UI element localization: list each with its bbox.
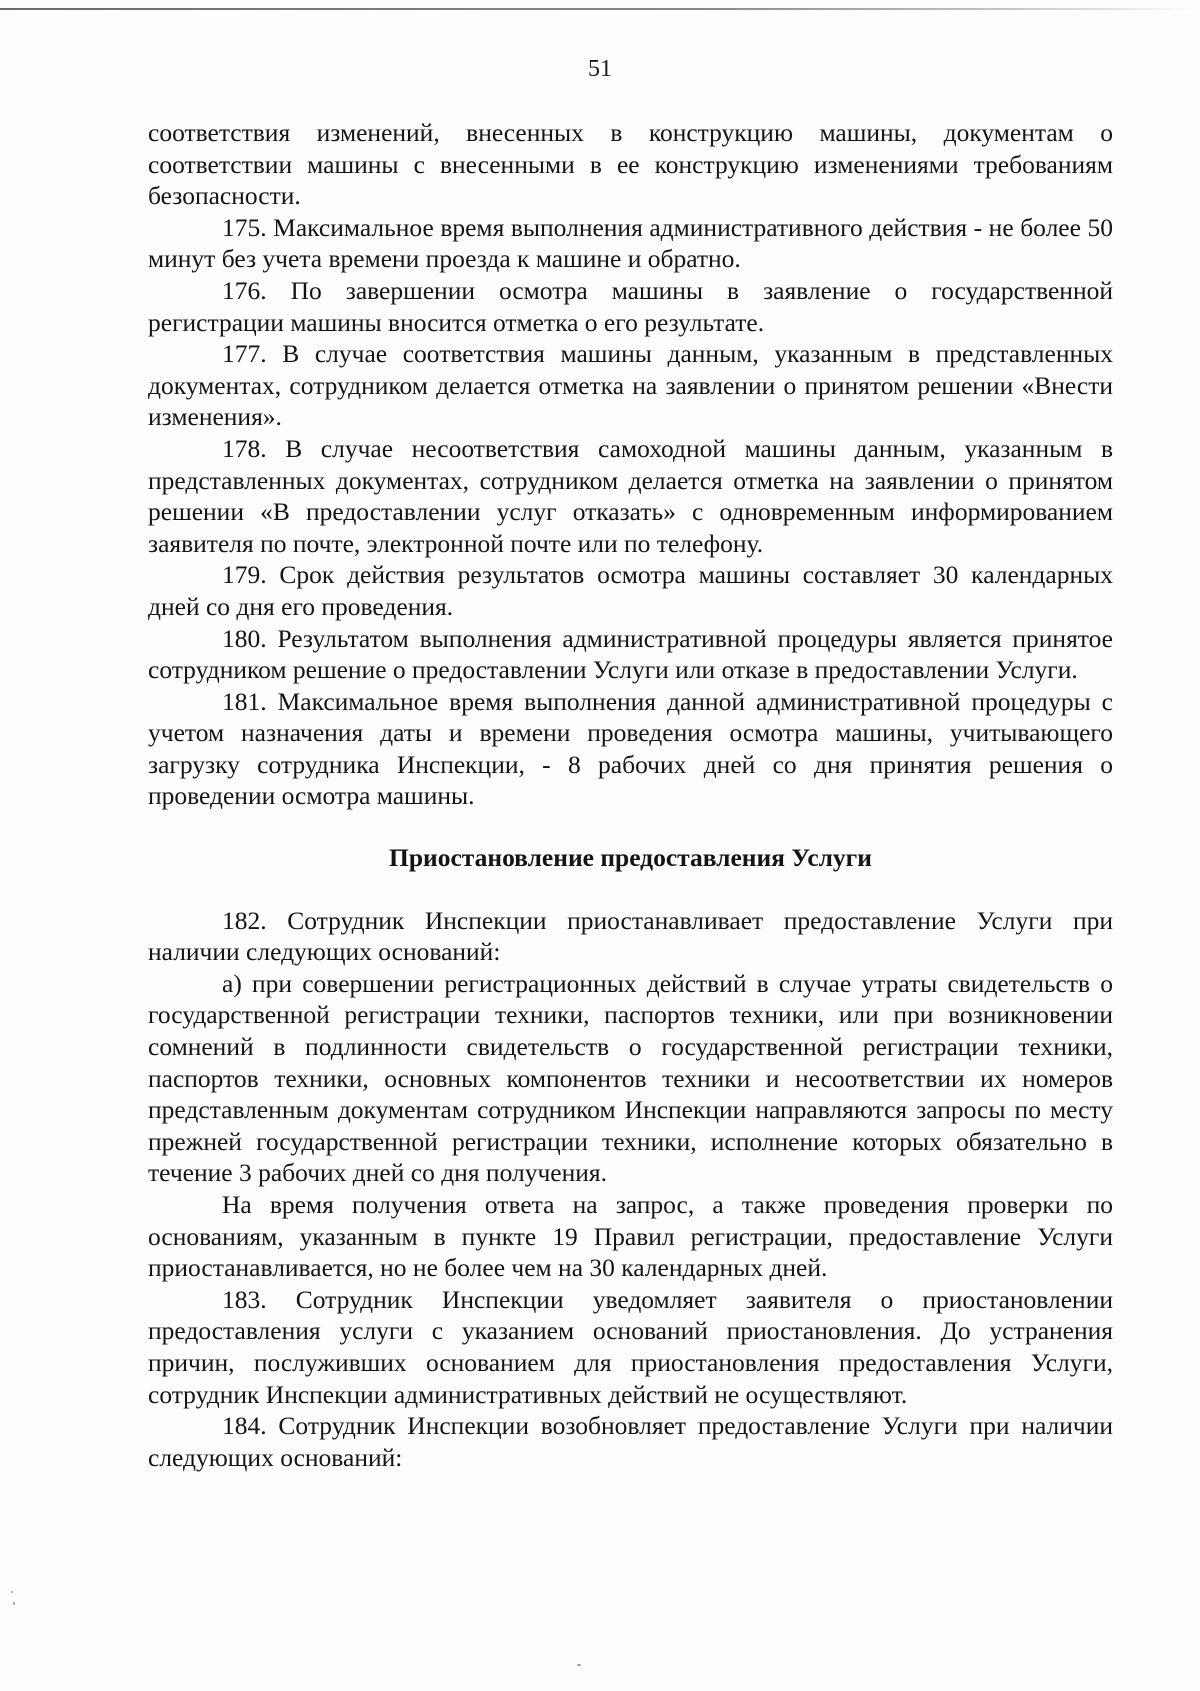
- paragraph-180: 180. Результатом выполнения административной процедуры является принятое сотрудником решение о предоставлении Услуги или отказе в предоставлении Услуги.: [148, 623, 1113, 685]
- paragraph-175: 175. Максимальное время выполнения административного действия - не более 50 минут без учета времени проезда к машине и обратно.: [148, 212, 1113, 274]
- paragraph-179: 179. Срок действия результатов осмотра машины составляет 30 календарных дней со дня его проведения.: [148, 560, 1113, 621]
- scan-speck: [11, 1591, 13, 1593]
- paragraph-176: 176. По завершении осмотра машины в заявление о государственной регистрации машины вносится отметка о его результате.: [148, 275, 1113, 337]
- paragraph-182-suspension-period: На время получения ответа на запрос, а также проведения проверки по основаниям, указанным в пункте 19 Правил регистрации, предоставление Услуги приостанавливается, но не более чем на 30 календарных дней.: [148, 1190, 1113, 1283]
- paragraph-177: 177. В случае соответствия машины данным, указанным в представленных документах, сотрудником делается отметка на заявлении о принятом решении «Внести изменения».: [148, 339, 1113, 432]
- section-heading: Приостановление предоставления Услуги: [389, 843, 872, 873]
- paragraph-182-a: а) при совершении регистрационных действий в случае утраты свидетельств о государственной регистрации техники, паспортов техники, или при возникновении сомнений в подлинности свидетельств о государственной регистрации техники, паспортов техники, основных компонентов техники и несоответствии их номеров представленным документам сотрудником Инспекции направляются запросы по месту прежней государственной регистрации техники, исполнение которых обязательно в течение 3 рабочих дней со дня получения.: [148, 968, 1113, 1188]
- paragraph-181: 181. Максимальное время выполнения данной административной процедуры с учетом назначения даты и времени проведения осмотра машины, учитывающего загрузку сотрудника Инспекции, - 8 рабочих дней со дня принятия решения о проведении осмотра машины.: [148, 686, 1113, 811]
- document-body: [148, 117, 1113, 1473]
- paragraph-182: 182. Сотрудник Инспекции приостанавливает предоставление Услуги при наличии следующих оснований:: [148, 905, 1113, 967]
- scan-speck: [13, 1602, 15, 1605]
- paragraph-178: 178. В случае несоответствия самоходной машины данным, указанным в представленных документах, сотрудником делается отметка на заявлении о принятом решении «В предоставлении услуг отказать» с одновременным информированием заявителя по почте, электронной почте или по телефону.: [148, 433, 1113, 558]
- paragraph-184: 184. Сотрудник Инспекции возобновляет предоставление Услуги при наличии следующих оснований:: [148, 1411, 1113, 1472]
- paragraph-continuation: соответствия изменений, внесенных в конструкцию машины, документам о соответствии машины с внесенными в ее конструкцию изменениями требованиям безопасности.: [148, 118, 1113, 211]
- paragraph-183: 183. Сотрудник Инспекции уведомляет заявителя о приостановлении предоставления услуги с указанием оснований приостановления. До устранения причин, послуживших основанием для приостановления предоставления Услуги, сотрудник Инспекции административных действий не осуществляют.: [148, 1284, 1113, 1409]
- scan-edge-line: [0, 8, 1200, 10]
- page-number: 51: [588, 56, 612, 82]
- scan-speck: [577, 1664, 581, 1666]
